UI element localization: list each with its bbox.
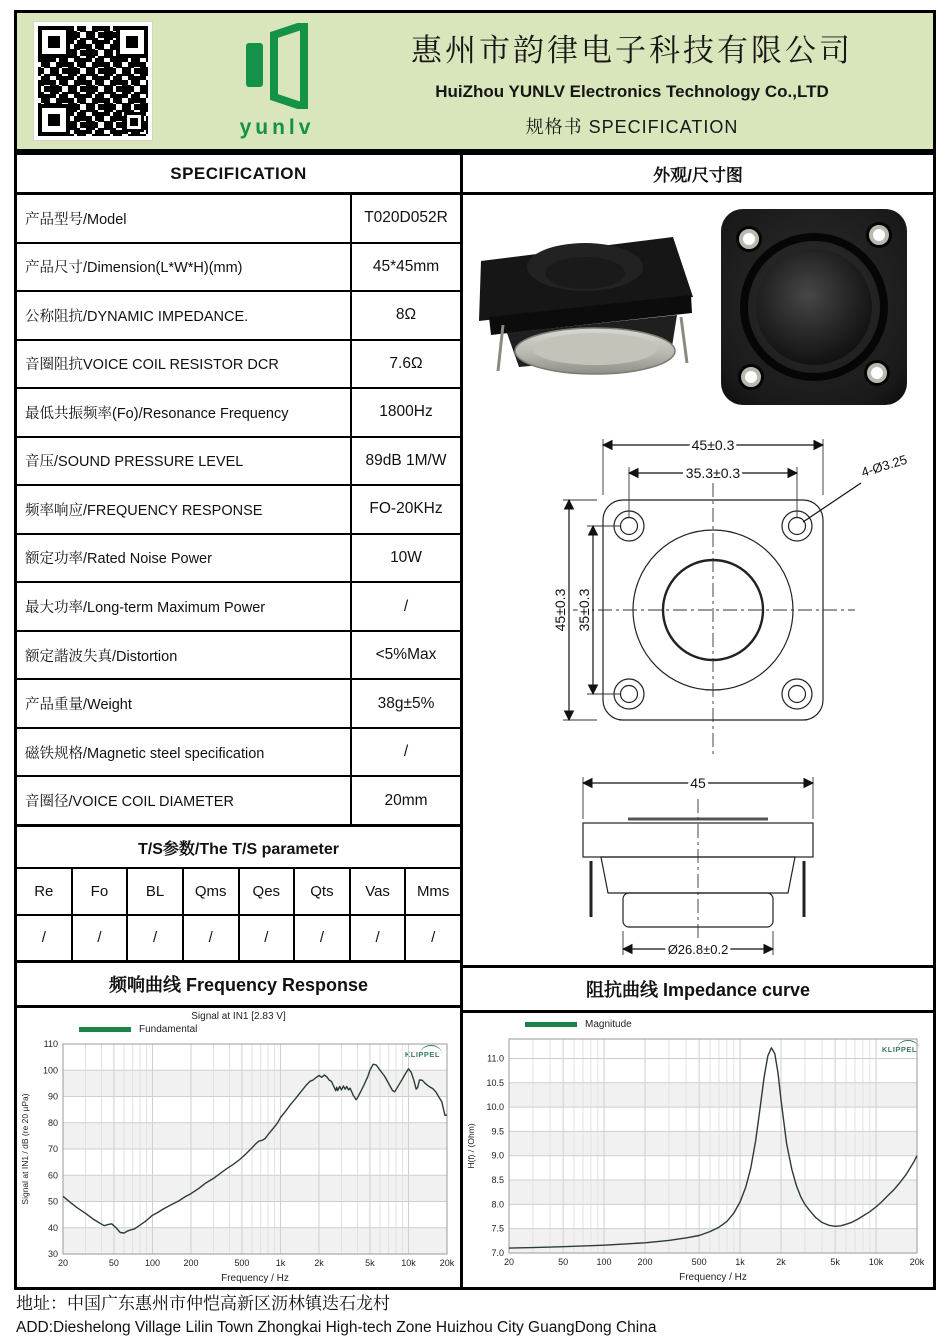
spec-row-value: 38g±5% xyxy=(377,694,435,712)
dim-width-outer: 45±0.3 xyxy=(691,437,735,453)
svg-text:80: 80 xyxy=(47,1117,58,1128)
svg-text:10.5: 10.5 xyxy=(486,1077,504,1088)
svg-text:H(f) / (Ohm): H(f) / (Ohm) xyxy=(466,1123,476,1169)
ts-value-cell: / xyxy=(184,916,240,961)
svg-text:90: 90 xyxy=(47,1091,58,1102)
impedance-chart-plot xyxy=(465,1031,927,1283)
ts-value-cell: / xyxy=(128,916,184,961)
speaker-logo-icon xyxy=(238,23,316,109)
spec-row-label: 音圈径/VOICE COIL DIAMETER xyxy=(17,777,352,824)
fr-chart-plot xyxy=(19,1036,457,1284)
front-dimension-drawing xyxy=(463,425,933,765)
spec-row-label: 产品重量/Weight xyxy=(17,680,352,727)
spec-row-label: 产品型号/Model xyxy=(17,195,352,242)
fr-chart-area xyxy=(17,1008,460,1287)
ts-header-cell: Qes xyxy=(240,869,296,914)
svg-text:110: 110 xyxy=(43,1039,58,1049)
svg-text:8.5: 8.5 xyxy=(491,1175,504,1186)
svg-text:Frequency / Hz: Frequency / Hz xyxy=(679,1272,747,1283)
svg-text:Frequency / Hz: Frequency / Hz xyxy=(221,1273,289,1284)
svg-text:9.0: 9.0 xyxy=(491,1150,504,1161)
appearance-column xyxy=(463,155,933,1287)
spec-row-label: 频率响应/FREQUENCY RESPONSE xyxy=(17,486,352,533)
dim-width-holes: 35.3±0.3 xyxy=(685,465,741,481)
fr-legend-label: Fundamental xyxy=(139,1024,198,1035)
svg-text:200: 200 xyxy=(183,1258,199,1268)
svg-text:100: 100 xyxy=(596,1257,612,1267)
spec-row-value: 1800Hz xyxy=(379,403,433,421)
ts-header-cell: Vas xyxy=(351,869,407,914)
spec-row-label: 音圈阻抗VOICE COIL RESISTOR DCR xyxy=(17,341,352,388)
spec-section-title: SPECIFICATION xyxy=(17,155,460,195)
svg-text:100: 100 xyxy=(144,1258,160,1268)
svg-text:9.5: 9.5 xyxy=(491,1126,504,1137)
logo-wordmark: yunlv xyxy=(239,116,315,139)
svg-text:60: 60 xyxy=(47,1170,58,1181)
spec-row-label: 额定功率/Rated Noise Power xyxy=(17,535,352,582)
svg-text:30: 30 xyxy=(47,1249,58,1259)
impedance-legend xyxy=(525,1019,632,1030)
spec-column xyxy=(17,155,463,1287)
svg-text:Signal at IN1 / dB (re 20 µPa): Signal at IN1 / dB (re 20 µPa) xyxy=(20,1093,30,1205)
table-row xyxy=(17,195,460,244)
klippel-logo: KLIPPEL xyxy=(881,1045,917,1054)
ts-header-cell: BL xyxy=(128,869,184,914)
ts-header-cell: Mms xyxy=(416,882,450,900)
doc-title: 规格书 SPECIFICATION xyxy=(525,117,739,137)
svg-text:40: 40 xyxy=(47,1222,58,1233)
svg-text:500: 500 xyxy=(691,1257,707,1267)
ts-header-row xyxy=(17,869,460,916)
svg-text:10k: 10k xyxy=(868,1257,884,1267)
qr-finder-icon xyxy=(38,26,70,58)
svg-text:2k: 2k xyxy=(314,1258,324,1268)
company-name-en: HuiZhou YUNLV Electronics Technology Co.,LTD xyxy=(435,81,829,101)
photo-front-view xyxy=(721,209,907,405)
ts-value-cell: / xyxy=(240,916,296,961)
spec-row-label: 最大功率/Long-term Maximum Power xyxy=(17,583,352,630)
dim-height-outer: 45±0.3 xyxy=(552,588,568,632)
spec-row-value: / xyxy=(403,597,409,615)
fr-chart-title: Signal at IN1 [2.83 V] xyxy=(191,1011,286,1022)
ts-header-cell: Re xyxy=(17,869,73,914)
qr-finder-icon xyxy=(116,26,148,58)
svg-text:5k: 5k xyxy=(365,1258,375,1268)
impedance-legend-swatch-icon xyxy=(525,1022,577,1027)
dim-hole-callout: 4-Ø3.25 xyxy=(859,451,909,480)
dim-height-holes: 35±0.3 xyxy=(576,588,592,632)
impedance-chart-area xyxy=(463,1013,933,1287)
svg-text:1k: 1k xyxy=(735,1257,745,1267)
table-row xyxy=(17,535,460,584)
company-logo xyxy=(222,23,332,141)
spec-row-value: <5%Max xyxy=(375,646,437,664)
ts-value-cell: / xyxy=(295,916,351,961)
svg-text:20k: 20k xyxy=(909,1257,925,1267)
spec-row-label: 额定諧波失真/Distortion xyxy=(17,632,352,679)
svg-text:20k: 20k xyxy=(439,1258,455,1268)
ts-value-cell: / xyxy=(351,916,407,961)
ts-section-title: T/S参数/The T/S parameter xyxy=(17,827,460,869)
spec-row-label: 磁铁规格/Magnetic steel specification xyxy=(17,729,352,776)
svg-text:7.0: 7.0 xyxy=(491,1248,504,1258)
address-en: ADD:Dieshelong Village Lilin Town Zhongkai High-tech Zone Huizhou City GuangDong China xyxy=(16,1318,657,1336)
svg-text:50: 50 xyxy=(108,1258,119,1268)
spec-row-label: 产品尺寸/Dimension(L*W*H)(mm) xyxy=(17,244,352,291)
table-row xyxy=(17,680,460,729)
qr-code xyxy=(33,21,153,141)
spec-row-value: 20mm xyxy=(384,791,428,809)
spec-row-value: 89dB 1M/W xyxy=(365,451,447,469)
header-titles xyxy=(347,13,917,149)
svg-text:200: 200 xyxy=(637,1257,653,1267)
ts-value-row xyxy=(17,916,460,961)
side-dimension-drawing xyxy=(463,765,933,965)
spec-row-value: / xyxy=(403,743,409,761)
spec-row-value: 45*45mm xyxy=(372,257,440,275)
impedance-legend-label: Magnitude xyxy=(585,1019,632,1030)
svg-text:8.0: 8.0 xyxy=(491,1199,504,1210)
table-row xyxy=(17,438,460,487)
appearance-section-title: 外观/尺寸图 xyxy=(463,155,933,195)
speaker-photo-icon xyxy=(473,201,923,419)
svg-text:11.0: 11.0 xyxy=(487,1053,504,1064)
svg-text:10k: 10k xyxy=(401,1258,416,1268)
spec-row-label: 音压/SOUND PRESSURE LEVEL xyxy=(17,438,352,485)
ts-value-cell: / xyxy=(73,916,129,961)
spec-row-value: FO-20KHz xyxy=(369,500,443,518)
ts-header-cell: Qts xyxy=(295,869,351,914)
qr-finder-icon xyxy=(124,112,144,132)
dim-side-width: 45 xyxy=(690,775,706,791)
svg-text:20: 20 xyxy=(503,1257,515,1267)
ts-table xyxy=(17,869,460,963)
svg-text:70: 70 xyxy=(47,1144,58,1154)
fr-legend xyxy=(79,1024,197,1035)
spec-row-value: 10W xyxy=(390,548,422,566)
svg-text:1k: 1k xyxy=(275,1258,286,1268)
svg-text:100: 100 xyxy=(42,1065,58,1076)
dim-coil-diameter: Ø26.8±0.2 xyxy=(667,942,729,957)
table-row xyxy=(17,486,460,535)
table-row xyxy=(17,244,460,293)
ts-value-cell: / xyxy=(17,916,73,961)
header xyxy=(14,10,936,152)
svg-text:20: 20 xyxy=(57,1258,69,1268)
company-name-cn: 惠州市韵律电子科技有限公司 xyxy=(411,33,853,68)
svg-text:500: 500 xyxy=(234,1258,250,1268)
svg-text:7.5: 7.5 xyxy=(491,1223,504,1234)
table-row xyxy=(17,292,460,341)
svg-text:10.0: 10.0 xyxy=(486,1102,504,1113)
product-photos xyxy=(463,195,933,425)
table-row xyxy=(17,389,460,438)
ts-header-cell: Qms xyxy=(184,869,240,914)
main-table xyxy=(14,152,936,1290)
table-row xyxy=(17,583,460,632)
spec-row-value: 7.6Ω xyxy=(389,354,423,372)
footer xyxy=(16,1292,936,1339)
spec-row-label: 公称阻抗/DYNAMIC IMPEDANCE. xyxy=(17,292,352,339)
fr-legend-swatch-icon xyxy=(79,1027,131,1032)
spec-row-value: T020D052R xyxy=(364,209,448,227)
table-row xyxy=(17,777,460,827)
ts-header-cell: Fo xyxy=(73,869,129,914)
klippel-logo: KLIPPEL xyxy=(404,1050,440,1059)
table-row xyxy=(17,729,460,778)
fr-section-title: 频响曲线 Frequency Response xyxy=(17,963,460,1008)
table-row xyxy=(17,632,460,681)
impedance-section-title: 阻抗曲线 Impedance curve xyxy=(463,965,933,1013)
photo-side-view xyxy=(479,237,693,374)
spec-row-label: 最低共振频率(Fo)/Resonance Frequency xyxy=(17,389,352,436)
ts-value-cell: / xyxy=(431,929,436,947)
svg-text:50: 50 xyxy=(558,1257,569,1267)
qr-finder-icon xyxy=(38,104,70,136)
spec-row-value: 8Ω xyxy=(395,306,417,324)
svg-text:2k: 2k xyxy=(776,1257,786,1267)
spec-rows xyxy=(17,195,460,827)
table-row xyxy=(17,341,460,390)
svg-text:5k: 5k xyxy=(830,1257,840,1267)
address-cn: 地址：中国广东惠州市仲恺高新区沥林镇迭石龙村 xyxy=(16,1294,390,1313)
svg-text:50: 50 xyxy=(47,1196,58,1207)
